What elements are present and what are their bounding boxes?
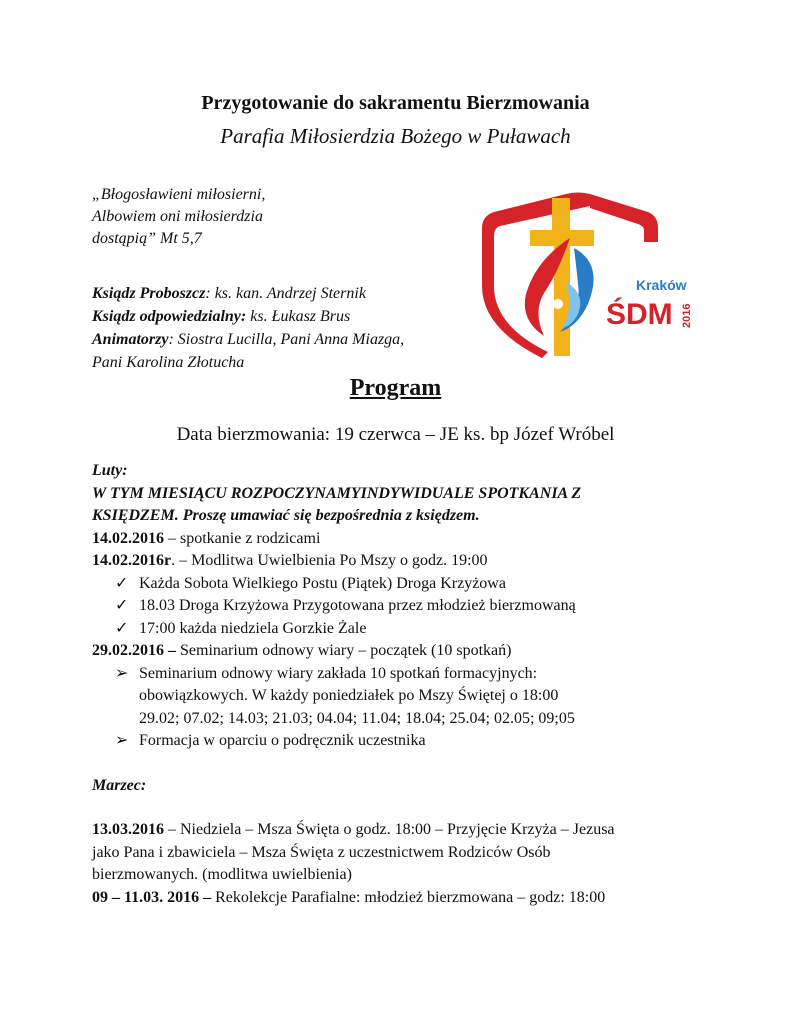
clergy-value: : Siostra Lucilla, Pani Anna Miazga, — [168, 331, 405, 348]
event-text: . – Modlitwa Uwielbienia Po Mszy o godz. 19:00 — [171, 552, 488, 569]
event-text: Seminarium odnowy wiary – początek (10 spotkań) — [176, 642, 512, 659]
event-row — [92, 887, 712, 910]
clergy-label: Ksiądz odpowiedzialny: — [92, 308, 247, 325]
wyd-krakow-logo — [478, 186, 694, 358]
clergy-label: Ksiądz Proboszcz — [92, 285, 206, 302]
event-row — [92, 528, 712, 551]
event-text-continuation: bierzmowanych. (modlitwa uwielbienia) — [92, 866, 352, 883]
check-list — [92, 573, 712, 641]
list-item-continuation: obowiązkowych. W każdy poniedziałek po Mszy Świętej o 18:00 — [139, 687, 559, 704]
checkmark-icon: ✓ — [115, 619, 129, 637]
parish-subtitle: Parafia Miłosierdzia Bożego w Puławach — [220, 124, 571, 148]
logo-city: Kraków — [636, 277, 687, 293]
month-label-marzec: Marzec: — [92, 776, 147, 794]
event-date: 13.03.2016 — [92, 821, 164, 838]
list-item-continuation: 29.02; 07.02; 14.03; 21.03; 04.04; 11.04; 18.04; 25.04; 02.05; 09;05 — [139, 709, 575, 727]
confirmation-date: Data bierzmowania: 19 czerwca – JE ks. bp Józef Wróbel — [176, 424, 615, 445]
clergy-odpowiedzialny — [92, 305, 404, 328]
event-date: 29.02.2016 – — [92, 642, 176, 659]
event-row — [92, 819, 712, 842]
event-text: Rekolekcje Parafialne: młodzież bierzmowana – godz: 18:00 — [211, 888, 606, 906]
clergy-list — [92, 282, 404, 374]
clergy-value: ks. Łukasz Brus — [246, 308, 351, 325]
event-date: 14.02.2016r — [92, 552, 172, 569]
arrow-list — [92, 730, 712, 753]
list-item: ➢ Seminarium odnowy wiary zakłada 10 spotkań formacyjnych: — [92, 663, 712, 686]
event-row — [92, 550, 712, 573]
list-item: ✓ Każda Sobota Wielkiego Postu (Piątek) Droga Krzyżowa — [92, 573, 712, 596]
notice-line: W TYM MIESIĄCU ROZPOCZYNAMYINDYWIDUALE SPOTKANIA Z — [92, 484, 582, 502]
list-item: ➢ Formacja w oparciu o podręcznik uczestnika — [92, 730, 712, 753]
clergy-animatorzy — [92, 328, 404, 351]
logo-shield-top — [590, 194, 658, 242]
checkmark-icon: ✓ — [115, 597, 129, 614]
quote-line: dostąpią” Mt 5,7 — [92, 230, 202, 247]
notice-line: KSIĘDZEM. Proszę umawiać się bezpośrednia z księdzem. — [92, 507, 480, 524]
list-item: ✓ 18.03 Droga Krzyżowa Przygotowana przez młodzież bierzmowaną — [92, 595, 712, 618]
arrow-icon: ➢ — [115, 732, 129, 749]
month-label-luty: Luty: — [92, 462, 128, 479]
arrow-icon: ➢ — [115, 664, 129, 682]
logo-letters: ŚDM — [606, 298, 673, 331]
clergy-animatorzy-cont: Pani Karolina Złotucha — [92, 354, 245, 371]
clergy-label: Animatorzy — [92, 331, 169, 348]
bible-quote — [92, 184, 265, 250]
event-row — [92, 640, 712, 663]
quote-line: „Błogosławieni miłosierni, — [92, 186, 266, 203]
clergy-proboszcz — [92, 282, 404, 305]
program-content — [92, 460, 712, 909]
clergy-value: : ks. kan. Andrzej Sternik — [205, 285, 366, 302]
logo-year: 2016 — [681, 303, 693, 328]
event-date: 09 – 11.03. 2016 – — [92, 888, 212, 906]
event-text: – spotkanie z rodzicami — [164, 529, 321, 547]
program-heading: Program — [349, 375, 442, 401]
event-text: – Niedziela – Msza Święta o godz. 18:00 – Przyjęcie Krzyża – Jezusa — [164, 821, 615, 838]
arrow-list — [92, 663, 712, 686]
document-title: Przygotowanie do sakramentu Bierzmowania — [201, 92, 590, 114]
quote-line: Albowiem oni miłosierdzia — [92, 208, 263, 225]
logo-flame-dot — [553, 299, 563, 309]
list-item: ✓ 17:00 każda niedziela Gorzkie Żale — [92, 618, 712, 641]
checkmark-icon: ✓ — [115, 574, 129, 592]
event-date: 14.02.2016 — [92, 529, 164, 547]
event-text-continuation: jako Pana i zbawiciela – Msza Święta z uczestnictwem Rodziców Osób — [92, 843, 551, 861]
